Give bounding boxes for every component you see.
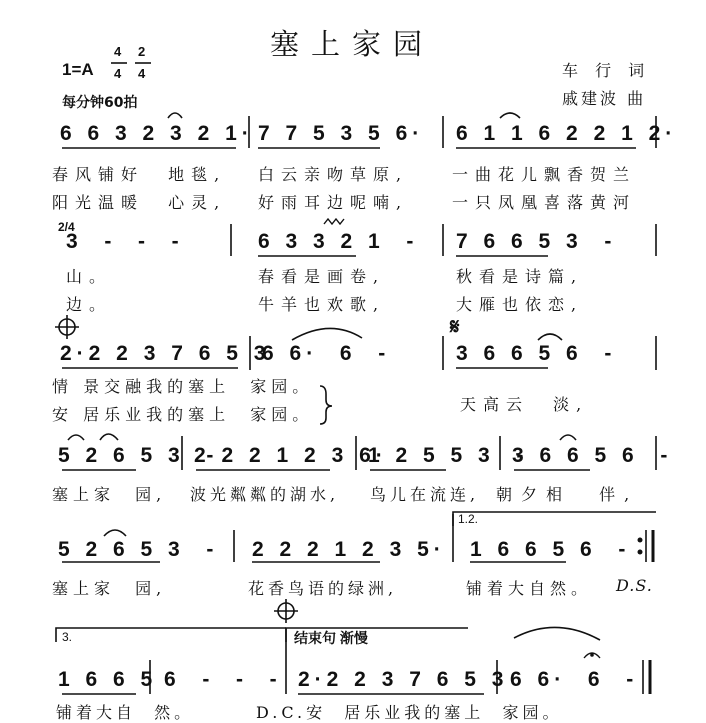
lyric-row1-v1-b: 白云亲吻草原, xyxy=(258,165,409,184)
lyric-row3-v1-b: 天高云 淡, xyxy=(460,395,589,414)
lyric-row1-v1-a: 春风铺好 地毯, xyxy=(52,165,227,184)
notes-row5-m3: 1 6 6 5 6 - xyxy=(470,538,631,561)
volta-label-3: 3. xyxy=(62,630,73,644)
lyric-row2-v1-b: 春看是画卷, xyxy=(258,267,386,286)
svg-text:𝄋: 𝄋 xyxy=(450,314,460,340)
lyricist-credit: 车 行 词 xyxy=(562,61,651,80)
notes-row4-m4: 3 6 6 5 6 - xyxy=(512,444,673,467)
lyric-row2-v2-a: 边。 xyxy=(66,295,113,314)
volta-label-12: 1.2. xyxy=(458,512,479,526)
notes-row6-m1: 1 6 6 5 xyxy=(58,668,158,691)
notes-row1-m1: 6 6 3 2 3 2 1· xyxy=(60,122,254,145)
lyric-row4-b: 波光粼粼的湖水, xyxy=(190,485,340,504)
notes-row1-m3: 6 1 1 6 2 2 1 2· xyxy=(456,122,678,145)
time-sig-a-den: 4 xyxy=(114,66,122,81)
notes-row4-m2: 2 2 2 1 2 3 6· xyxy=(194,444,388,467)
notes-row6-m3: 2·2 2 3 7 6 5 3 xyxy=(298,668,509,691)
notes-row4-m1: 5 2 6 5 3 - xyxy=(58,444,219,467)
notes-row3-m3: 3 6 6 5 6 - xyxy=(456,342,617,365)
ds-marking: D.S. xyxy=(616,576,653,595)
lyric-row4-a: 塞上家 园, xyxy=(52,485,167,504)
notes-row2-m3: 7 6 6 5 3 - xyxy=(456,230,617,253)
tempo-marking: 每分钟60拍 xyxy=(62,95,138,111)
time-sig-a-num: 4 xyxy=(114,44,122,59)
lyric-row2-v1-a: 山。 xyxy=(66,267,113,286)
lyric-row1-v1-c: 一曲花儿飘香贺兰 xyxy=(452,165,637,184)
notes-row5-m1: 5 2 6 5 3 - xyxy=(58,538,219,561)
lyric-row2-v2-b: 牛羊也欢歌, xyxy=(258,295,386,314)
lyric-row5-b: 花香鸟语的绿洲, xyxy=(248,579,398,598)
time-sig-b-num: 2 xyxy=(138,44,146,59)
song-title: 塞上家园 xyxy=(270,27,435,61)
lyric-row2-v1-c: 秋看是诗篇, xyxy=(456,267,584,286)
notes-row5-m2: 2 2 2 1 2 3 5· xyxy=(252,538,446,561)
notes-row3-m1: 2·2 2 3 7 6 5 3 xyxy=(60,342,271,365)
lyric-row4-c: 鸟儿在流连, xyxy=(370,485,480,504)
lyric-row5-a: 塞上家 园, xyxy=(52,579,167,598)
lyric-row2-v2-c: 大雁也依恋, xyxy=(456,295,584,314)
lyric-row1-v2-c: 一只凤凰喜落黄河 xyxy=(452,193,637,212)
notes-row3-m2: 6 6· 6 - xyxy=(262,342,391,365)
composer-credit: 戚建波 曲 xyxy=(562,89,647,108)
notes-row6-m4: 6 6· 6 - xyxy=(510,668,639,691)
notes-row6-m2: 6 - - - xyxy=(164,668,282,691)
notes-row1-m2: 7 7 5 3 5 6· xyxy=(258,122,425,145)
key-signature: 1=A xyxy=(62,60,94,79)
time-change-marker: 2/4 xyxy=(58,220,75,234)
lyric-row4-d: 朝夕相 伴, xyxy=(496,485,639,504)
notes-row4-m3: 1 2 5 5 3 - xyxy=(368,444,529,467)
notes-row2-m2: 6 3 3 2 1 - xyxy=(258,230,419,253)
lyric-row1-v2-b: 好雨耳边呢喃, xyxy=(258,193,409,212)
lyric-row3-v2-a: 安 居乐业我的塞上 家园。 xyxy=(52,405,314,424)
time-sig-b-den: 4 xyxy=(138,66,146,81)
lyric-row6-b: D.C.安 居乐业我的塞上 家园。 xyxy=(256,703,563,722)
lyric-row6-a: 铺着大自 然。 xyxy=(56,703,195,722)
coda-label: 结束句 渐慢 xyxy=(294,630,368,646)
lyric-row3-v1-a: 情 景交融我的塞上 家园。 xyxy=(52,377,314,396)
lyric-row1-v2-a: 阳光温暖 心灵, xyxy=(52,193,227,212)
notes-row2-m1: 3 - - - xyxy=(66,230,184,253)
lyric-row5-c: 铺着大自然。 xyxy=(466,579,593,598)
